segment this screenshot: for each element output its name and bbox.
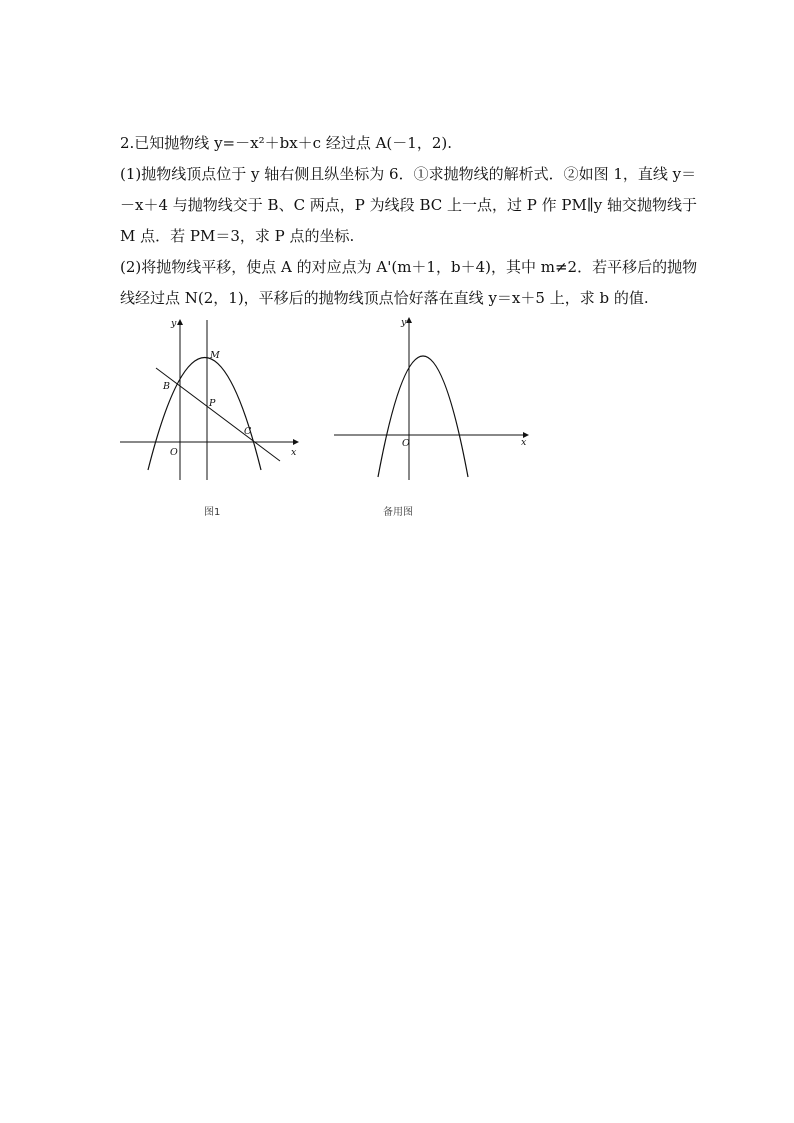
problem-part-2: (2)将抛物线平移，使点 A 的对应点为 A'(m＋1，b＋4)，其中 m≠2．若平移后的抛物线经过点 N(2，1)，平移后的抛物线顶点恰好落在直线 y＝x＋5 上，求 b 的值. xyxy=(120,258,698,307)
figure-1 xyxy=(118,315,308,485)
figure-2 xyxy=(330,315,530,485)
problem-text xyxy=(120,128,705,314)
label-b: B xyxy=(163,381,170,392)
parabola xyxy=(378,356,468,477)
problem-part-1: (1)抛物线顶点位于 y 轴右侧且纵坐标为 6．①求抛物线的解析式．②如图 1，直线 y＝－x＋4 与抛物线交于 B、C 两点，P 为线段 BC 上一点，过 P 作 PM∥y 轴交抛物线于 M 点．若 PM＝3，求 P 点的坐标. xyxy=(120,165,698,245)
label-m: M xyxy=(210,350,220,361)
label-p: P xyxy=(209,398,216,409)
figure-1-graph xyxy=(118,315,308,485)
label-y: y xyxy=(171,318,177,329)
problem-stem: 2.已知抛物线 y=－x²＋bx＋c 经过点 A(－1，2). xyxy=(120,134,452,152)
figure-1-caption: 图1 xyxy=(204,507,221,518)
figure-2-caption: 备用图 xyxy=(383,507,413,518)
label-x: x xyxy=(521,437,527,448)
label-origin: O xyxy=(402,438,410,449)
label-y: y xyxy=(401,317,407,328)
label-x: x xyxy=(291,447,297,458)
figure-2-graph xyxy=(330,315,530,485)
label-origin: O xyxy=(170,447,178,458)
label-c: C xyxy=(244,426,252,437)
